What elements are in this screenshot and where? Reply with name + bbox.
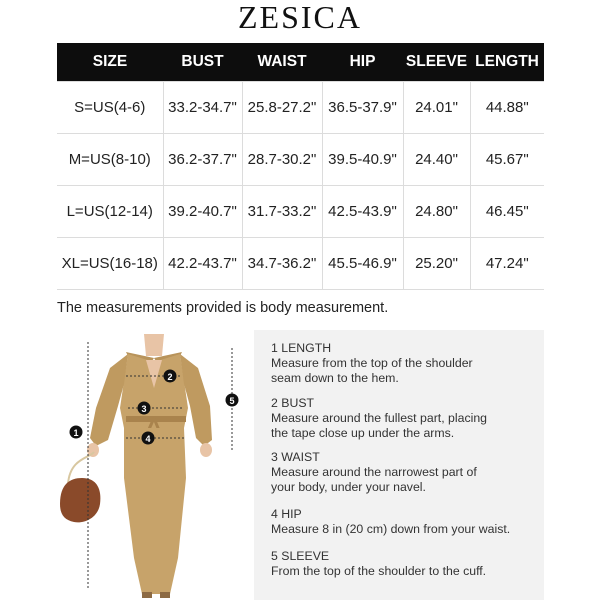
guide-item-desc: Measure around the narrowest part of xyxy=(271,465,477,479)
marker-5 xyxy=(226,394,239,407)
figure-hand-right xyxy=(200,443,212,457)
cell-sleeve: 24.01" xyxy=(403,82,470,134)
figure-shoe-right xyxy=(160,592,170,598)
dress-figure-illustration xyxy=(60,328,250,600)
cell-waist: 34.7-36.2" xyxy=(242,238,322,290)
cell-sleeve: 25.20" xyxy=(403,238,470,290)
cell-bust: 36.2-37.7" xyxy=(163,134,242,186)
marker-2 xyxy=(164,370,177,383)
guide-item-title: 2 BUST xyxy=(271,396,315,410)
guide-item-desc: Measure around the fullest part, placing xyxy=(271,411,488,425)
cell-sleeve: 24.40" xyxy=(403,134,470,186)
cell-length: 46.45" xyxy=(470,186,544,238)
svg-text:5: 5 xyxy=(229,396,235,406)
guide-item-sleeve xyxy=(271,549,536,579)
header-sleeve: SLEEVE xyxy=(403,43,470,82)
guide-item-title: 4 HIP xyxy=(271,507,302,521)
svg-text:3: 3 xyxy=(141,404,147,414)
cell-size: S=US(4-6) xyxy=(57,82,163,134)
cell-bust: 39.2-40.7" xyxy=(163,186,242,238)
cell-length: 44.88" xyxy=(470,82,544,134)
table-header-row xyxy=(57,43,544,82)
guide-item-desc: Measure from the top of the shoulder xyxy=(271,356,473,370)
measurement-note: The measurements provided is body measurement. xyxy=(57,300,389,316)
dress-skirt xyxy=(124,428,186,594)
cell-hip: 42.5-43.9" xyxy=(322,186,403,238)
guide-item-title: 1 LENGTH xyxy=(271,341,332,355)
guide-item-bust xyxy=(271,396,536,441)
guide-item-desc: the tape close up under the arms. xyxy=(271,426,455,440)
marker-4 xyxy=(142,432,155,445)
svg-text:2: 2 xyxy=(167,372,173,382)
cell-hip: 45.5-46.9" xyxy=(322,238,403,290)
marker-1 xyxy=(70,426,83,439)
header-bust: BUST xyxy=(163,43,242,82)
guide-item-desc: Measure 8 in (20 cm) down from your waist. xyxy=(271,522,511,536)
cell-waist: 31.7-33.2" xyxy=(242,186,322,238)
cell-bust: 33.2-34.7" xyxy=(163,82,242,134)
cell-size: M=US(8-10) xyxy=(57,134,163,186)
guide-item-hip xyxy=(271,507,536,537)
brand-logo: ZESICA xyxy=(238,0,362,35)
cell-size: L=US(12-14) xyxy=(57,186,163,238)
figure-neck xyxy=(144,334,164,356)
figure-shoe-left xyxy=(142,592,152,598)
cell-waist: 25.8-27.2" xyxy=(242,82,322,134)
cell-length: 45.67" xyxy=(470,134,544,186)
guide-item-desc: seam down to the hem. xyxy=(271,371,399,385)
marker-3 xyxy=(138,402,151,415)
cell-sleeve: 24.80" xyxy=(403,186,470,238)
cell-hip: 39.5-40.9" xyxy=(322,134,403,186)
guide-item-title: 5 SLEEVE xyxy=(271,549,330,563)
guide-item-length xyxy=(271,341,536,386)
header-length: LENGTH xyxy=(470,43,544,82)
guide-item-desc: your body, under your navel. xyxy=(271,480,426,494)
size-chart-table xyxy=(57,43,544,290)
cell-waist: 28.7-30.2" xyxy=(242,134,322,186)
table-row xyxy=(57,82,544,134)
cell-hip: 36.5-37.9" xyxy=(322,82,403,134)
guide-item-desc: From the top of the shoulder to the cuff. xyxy=(271,564,487,578)
header-waist: WAIST xyxy=(242,43,322,82)
handbag xyxy=(60,478,100,522)
measurement-guide-panel xyxy=(254,330,544,600)
table-row xyxy=(57,186,544,238)
cell-size: XL=US(16-18) xyxy=(57,238,163,290)
guide-item-title: 3 WAIST xyxy=(271,450,320,464)
svg-text:4: 4 xyxy=(145,434,151,444)
svg-text:1: 1 xyxy=(73,428,79,438)
table-row xyxy=(57,238,544,290)
header-hip: HIP xyxy=(322,43,403,82)
header-size: SIZE xyxy=(57,43,163,82)
cell-length: 47.24" xyxy=(470,238,544,290)
table-row xyxy=(57,134,544,186)
cell-bust: 42.2-43.7" xyxy=(163,238,242,290)
guide-item-waist xyxy=(271,450,536,495)
